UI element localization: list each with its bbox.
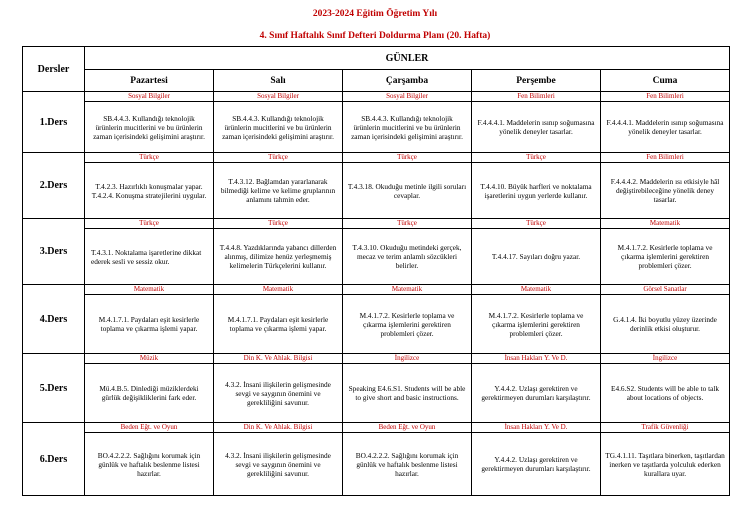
lesson-cell bbox=[214, 423, 343, 496]
subject-name: Türkçe bbox=[85, 153, 213, 163]
objective-text: M.4.1.7.2. Kesirlerle toplama ve çıkarma işlemlerini gerektiren problemleri çözer. bbox=[359, 310, 455, 338]
objective-text: 4.3.2. İnsani ilişkilerin gelişmesinde sevgi ve saygının önemini ve gerekliliğini savunur. bbox=[225, 450, 331, 478]
lesson-row bbox=[23, 92, 730, 153]
lesson-cell bbox=[601, 423, 730, 496]
day-header-thursday: Perşembe bbox=[472, 70, 601, 92]
lesson-cell bbox=[85, 354, 214, 423]
lesson-cell bbox=[85, 219, 214, 285]
subject-name: Sosyal Bilgiler bbox=[85, 92, 213, 102]
lesson-label: 6.Ders bbox=[23, 423, 85, 496]
objective-text: Y.4.4.2. Uzlaşı gerektiren ve gerektirmeyen durumları karşılaştırır. bbox=[481, 455, 591, 473]
objective-text: T.4.4.10. Büyük harfleri ve noktalama işaretlerini uygun yerlerde kullanır. bbox=[480, 181, 592, 200]
objective-text: SB.4.4.3. Kullandığı teknolojik ürünlerin mucitlerini ve bu ürünlerin zaman içerisindeki gelişimini araştırır. bbox=[222, 113, 334, 141]
subject-name: Fen Bilimleri bbox=[601, 153, 729, 163]
subject-name: İnsan Hakları Y. Ve D. bbox=[472, 354, 600, 364]
plan-body bbox=[23, 92, 730, 496]
lesson-row bbox=[23, 285, 730, 354]
lesson-cell bbox=[343, 423, 472, 496]
subject-name: Türkçe bbox=[214, 153, 342, 163]
lesson-cell bbox=[601, 153, 730, 219]
days-header: GÜNLER bbox=[85, 47, 730, 70]
lesson-cell bbox=[214, 285, 343, 354]
lesson-label: 1.Ders bbox=[23, 92, 85, 153]
lesson-row bbox=[23, 153, 730, 219]
lesson-cell bbox=[601, 92, 730, 153]
lesson-cell bbox=[85, 285, 214, 354]
objective-text: SB.4.4.3. Kullandığı teknolojik ürünlerin mucitlerini ve bu ürünlerin zaman içerisindeki gelişimini araştırır. bbox=[351, 113, 463, 141]
lesson-row bbox=[23, 423, 730, 496]
subject-name: İnsan Hakları Y. Ve D. bbox=[472, 423, 600, 433]
lesson-cell bbox=[214, 92, 343, 153]
lesson-label: 3.Ders bbox=[23, 219, 85, 285]
objective-text: F.4.4.4.2. Maddelerin ısı etkisiyle hâl değiştirebileceğine yönelik deney tasarlar. bbox=[610, 177, 720, 204]
objective-text: 4.3.2. İnsani ilişkilerin gelişmesinde sevgi ve saygının önemini ve gerekliliğini savunur. bbox=[225, 379, 331, 407]
objective-text: Y.4.4.2. Uzlaşı gerektiren ve gerektirmeyen durumları karşılaştırır. bbox=[481, 384, 591, 402]
lesson-cell bbox=[343, 285, 472, 354]
plan-title: 4. Sınıf Haftalık Sınıf Defteri Doldurma Planı (20. Hafta) bbox=[259, 31, 491, 41]
objective-text: BO.4.2.2.2. Sağlığını korumak için günlük ve haftalık beslenme listesi hazırlar. bbox=[97, 450, 201, 478]
lesson-cell bbox=[85, 153, 214, 219]
lesson-row bbox=[23, 219, 730, 285]
objective-text: T.4.3.10. Okuduğu metindeki gerçek, mecaz ve terim anlamlı sözcükleri belirler. bbox=[352, 243, 462, 270]
subject-name: Matematik bbox=[472, 285, 600, 295]
subject-name: İngilizce bbox=[343, 354, 471, 364]
lesson-cell bbox=[472, 92, 601, 153]
day-header-monday: Pazartesi bbox=[85, 70, 214, 92]
objective-text: M.4.1.7.1. Paydaları eşit kesirlerle toplama ve çıkarma işlemi yapar. bbox=[98, 315, 200, 333]
objective-text: G.4.1.4. İki boyutlu yüzey üzerinde derinlik etkisi oluşturur. bbox=[613, 315, 717, 333]
objective-text: T.4.4.8. Yazdıklarında yabancı dillerden alınmış, dilimize henüz yerleşmemiş kelimelerin Türkçelerini kullanır. bbox=[219, 243, 337, 270]
subject-name: Fen Bilimleri bbox=[601, 92, 729, 102]
subject-name: Matematik bbox=[214, 285, 342, 295]
lesson-label: 5.Ders bbox=[23, 354, 85, 423]
day-header-friday: Cuma bbox=[601, 70, 730, 92]
lesson-cell bbox=[601, 354, 730, 423]
year-title: 2023-2024 Eğitim Öğretim Yılı bbox=[312, 9, 438, 19]
objective-text: Mü.4.B.5. Dinlediği müziklerdeki gürlük değişikliklerini fark eder. bbox=[99, 384, 199, 402]
subject-name: İngilizce bbox=[601, 354, 729, 364]
lesson-cell bbox=[472, 219, 601, 285]
subject-name: Türkçe bbox=[214, 219, 342, 229]
subject-name: Türkçe bbox=[472, 153, 600, 163]
lesson-cell bbox=[472, 354, 601, 423]
objective-text: M.4.1.7.2. Kesirlerle toplama ve çıkarma işlemlerini gerektiren problemleri çözer. bbox=[617, 243, 713, 270]
objective-text: T.4.4.17. Sayıları doğru yazar. bbox=[491, 252, 581, 261]
subject-name: Türkçe bbox=[343, 153, 471, 163]
objective-text: E4.6.S2. Students will be able to talk about locations of objects. bbox=[611, 384, 720, 402]
lesson-cell bbox=[472, 423, 601, 496]
subject-name: Sosyal Bilgiler bbox=[343, 92, 471, 102]
objective-text: M.4.1.7.1. Paydaları eşit kesirlerle toplama ve çıkarma işlemi yapar. bbox=[227, 315, 329, 333]
lesson-cell bbox=[214, 219, 343, 285]
lesson-cell bbox=[343, 354, 472, 423]
subject-name: Matematik bbox=[85, 285, 213, 295]
objective-text: T.4.3.1. Noktalama işaretlerine dikkat ederek sesli ve sessiz okur. bbox=[91, 247, 202, 266]
objective-text: SB.4.4.3. Kullandığı teknolojik ürünlerin mucitlerini ve bu ürünlerin zaman içerisindeki gelişimini araştırır. bbox=[93, 113, 205, 141]
lesson-cell bbox=[343, 219, 472, 285]
lesson-cell bbox=[214, 354, 343, 423]
objective-text: T.4.2.3. Hazırlıklı konuşmalar yapar. T.4.2.4. Konuşma stratejilerini uygular. bbox=[91, 181, 207, 200]
lesson-cell bbox=[601, 285, 730, 354]
subject-name: Matematik bbox=[343, 285, 471, 295]
subject-name: Beden Eğt. ve Oyun bbox=[343, 423, 471, 433]
objective-text: T.4.3.12. Bağlamdan yararlanarak bilmediği kelime ve kelime gruplarının anlamını tahmin eder. bbox=[220, 177, 336, 204]
subject-name: Fen Bilimleri bbox=[472, 92, 600, 102]
day-header-tuesday: Salı bbox=[214, 70, 343, 92]
subject-name: Din K. Ve Ahlak. Bilgisi bbox=[214, 423, 342, 433]
lesson-cell bbox=[343, 153, 472, 219]
objective-text: BO.4.2.2.2. Sağlığını korumak için günlük ve haftalık beslenme listesi hazırlar. bbox=[355, 450, 459, 478]
lesson-cell bbox=[343, 92, 472, 153]
lesson-cell bbox=[472, 285, 601, 354]
subject-name: Din K. Ve Ahlak. Bilgisi bbox=[214, 354, 342, 364]
subject-name: Trafik Güvenliği bbox=[601, 423, 729, 433]
objective-text: F.4.4.4.1. Maddelerin ısınıp soğumasına yönelik deneyler tasarlar. bbox=[477, 118, 595, 136]
subject-name: Beden Eğt. ve Oyun bbox=[85, 423, 213, 433]
subject-name: Müzik bbox=[85, 354, 213, 364]
lessons-header: Dersler bbox=[23, 47, 85, 92]
subject-name: Matematik bbox=[601, 219, 729, 229]
lesson-cell bbox=[85, 92, 214, 153]
objective-text: TG.4.1.11. Taşıtlara binerken, taşıtlardan inerken ve taşıtlarda yolculuk ederken kurallara uyar. bbox=[605, 450, 725, 478]
objective-text: M.4.1.7.2. Kesirlerle toplama ve çıkarma işlemlerini gerektiren problemleri çözer. bbox=[488, 310, 584, 338]
lesson-label: 2.Ders bbox=[23, 153, 85, 219]
objective-text: F.4.4.4.1. Maddelerin ısınıp soğumasına yönelik deneyler tasarlar. bbox=[606, 118, 724, 136]
lesson-label: 4.Ders bbox=[23, 285, 85, 354]
lesson-cell bbox=[472, 153, 601, 219]
subject-name: Türkçe bbox=[343, 219, 471, 229]
subject-name: Türkçe bbox=[85, 219, 213, 229]
objective-text: Speaking E4.6.S1. Students will be able to give short and basic instructions. bbox=[348, 384, 466, 402]
objective-text: T.4.3.18. Okuduğu metinle ilgili soruları cevaplar. bbox=[347, 181, 467, 200]
subject-name: Sosyal Bilgiler bbox=[214, 92, 342, 102]
lesson-cell bbox=[601, 219, 730, 285]
lesson-cell bbox=[85, 423, 214, 496]
weekly-plan-table bbox=[22, 46, 730, 496]
lesson-cell bbox=[214, 153, 343, 219]
subject-name: Görsel Sanatlar bbox=[601, 285, 729, 295]
subject-name: Türkçe bbox=[472, 219, 600, 229]
day-header-wednesday: Çarşamba bbox=[343, 70, 472, 92]
lesson-row bbox=[23, 354, 730, 423]
